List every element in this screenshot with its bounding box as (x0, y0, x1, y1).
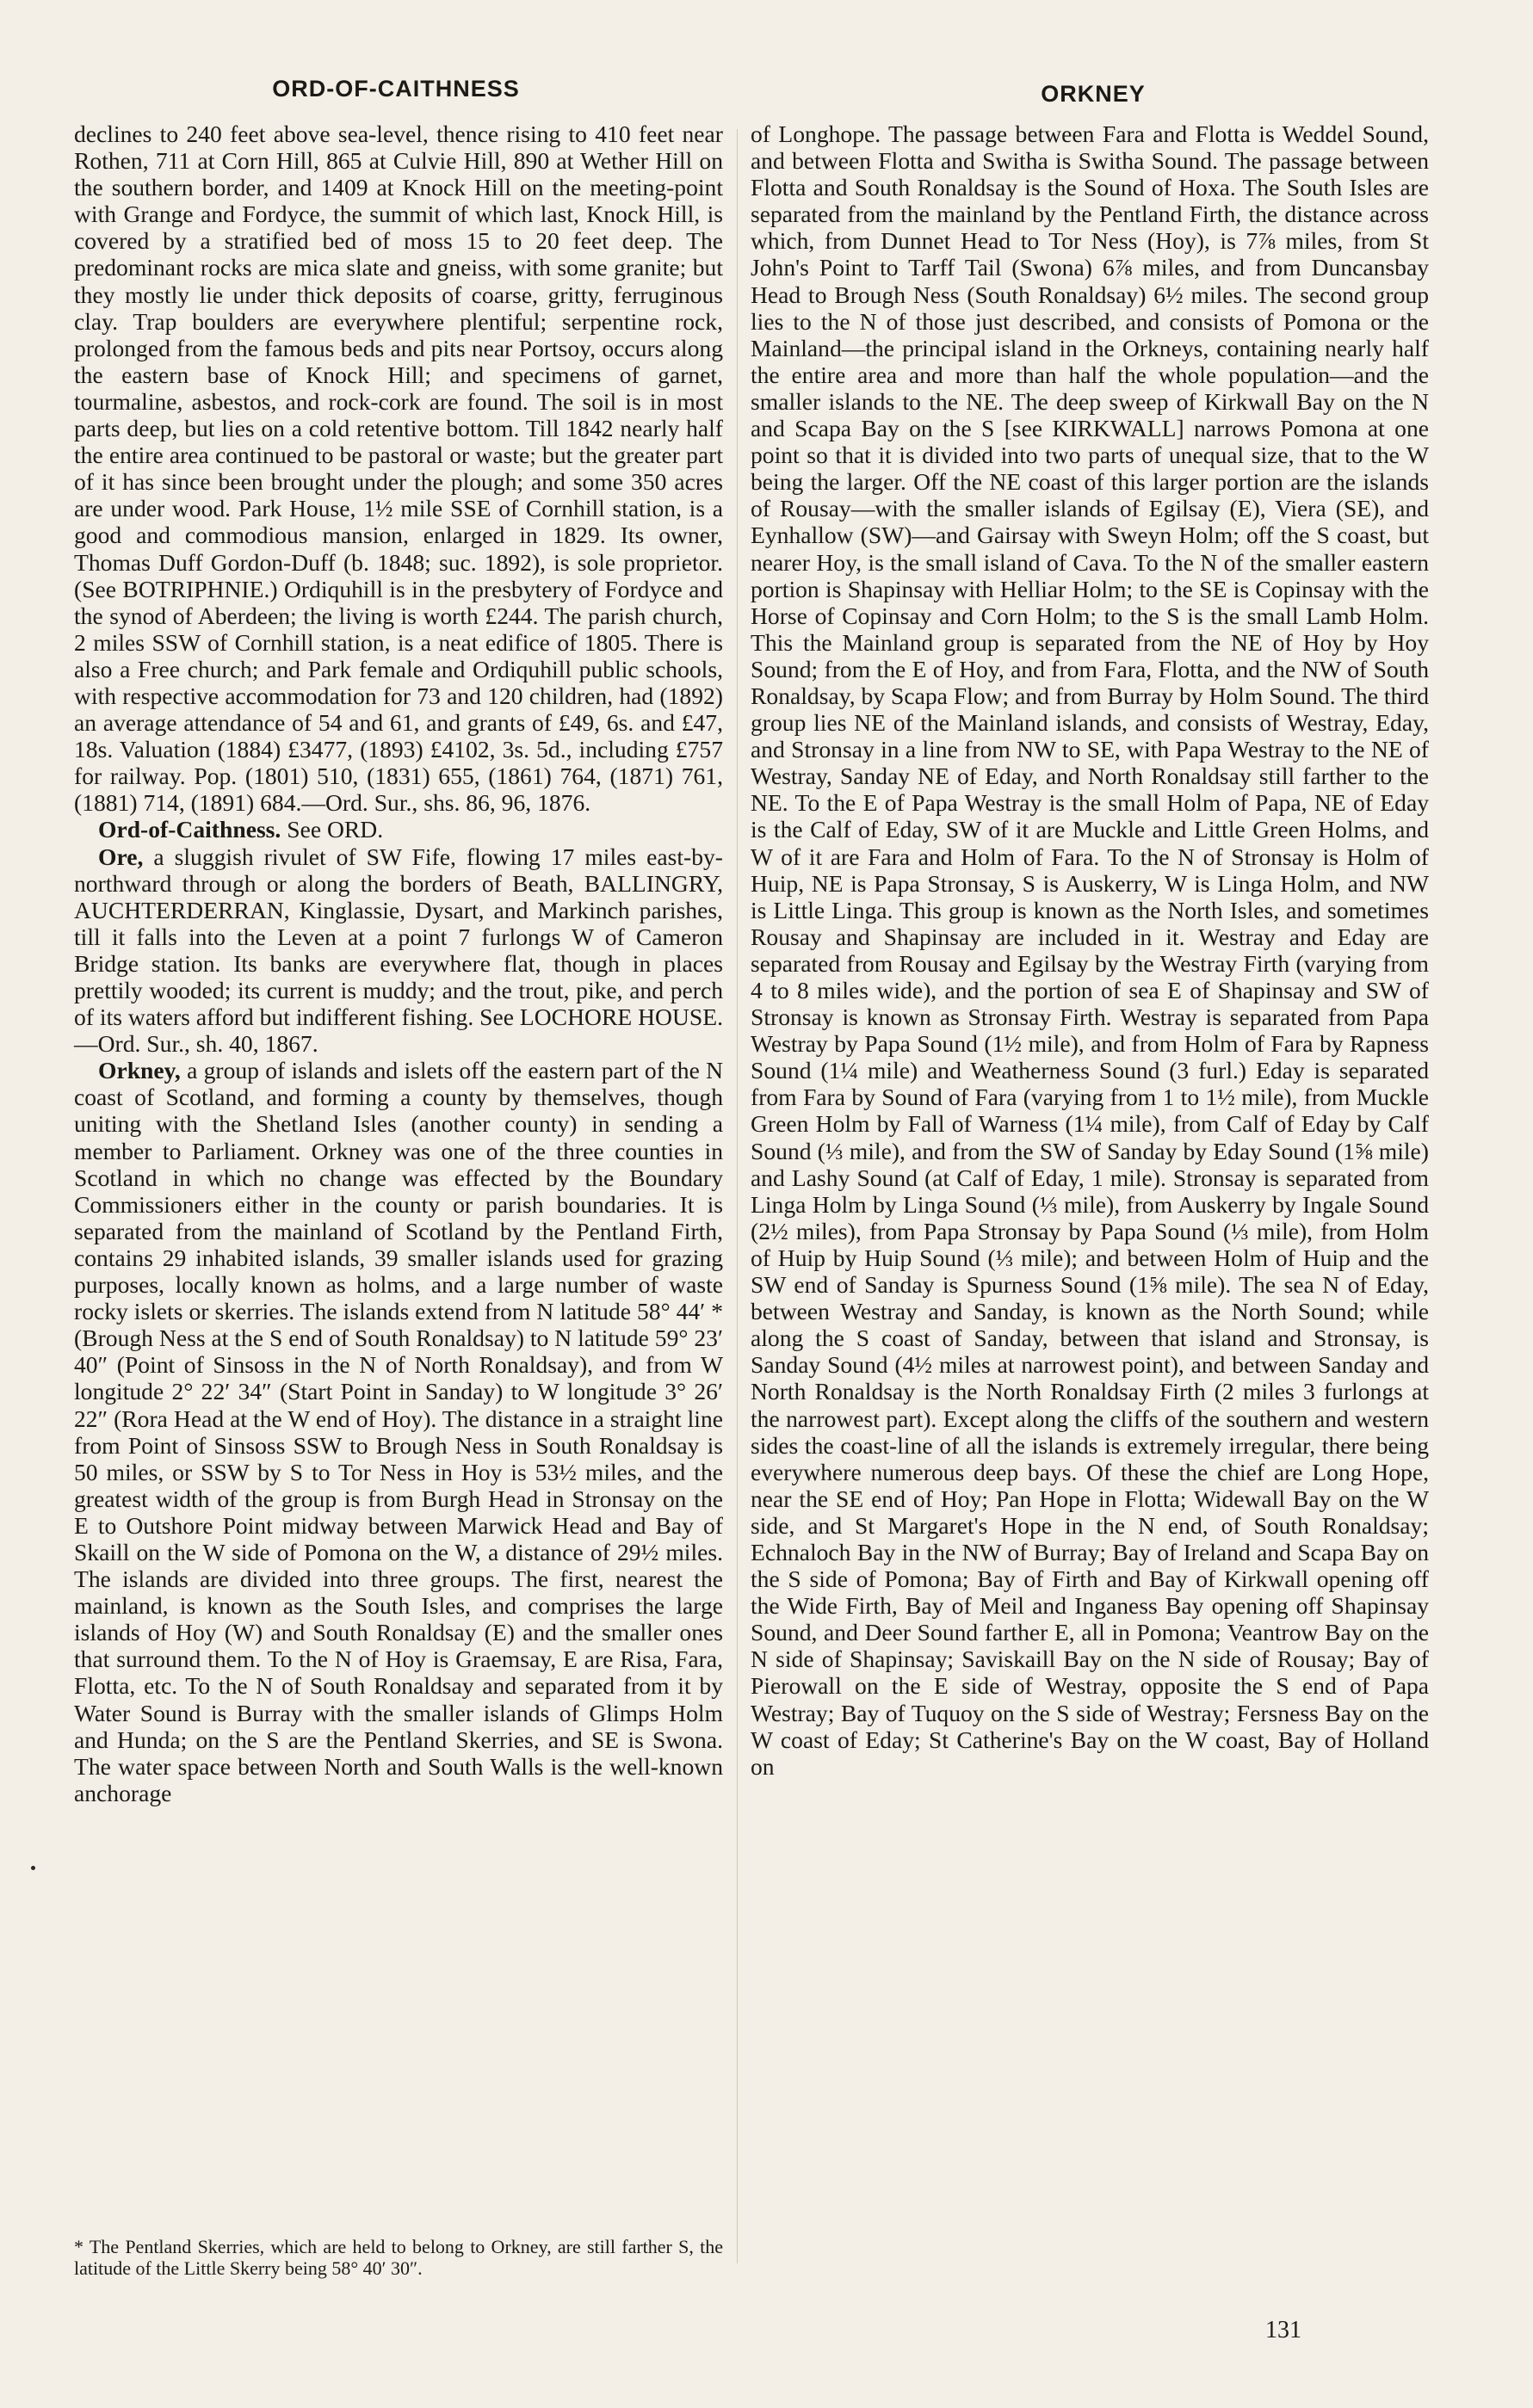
footnote: * The Pentland Skerries, which are held to belong to Orkney, are still farther S, the latitude of the Little Skerry being 58° 40′ 30″. (74, 2236, 723, 2279)
paragraph-ordiquhill-continued: declines to 240 feet above sea-level, thence rising to 410 feet near Rothen, 711 at Corn Hill, 865 at Culvie Hill, 890 at Wether Hill on the southern border, and 1409 at Knock Hill on the meeting-point with Grange and Fordyce, the summit of which last, Knock Hill, is covered by a stratified bed of moss 15 to 20 feet deep. The predominant rocks are mica slate and gneiss, with some granite; but they mostly lie under thick deposits of coarse, gritty, ferruginous clay. Trap boulders are everywhere plentiful; serpentine rock, prolonged from the famous beds and pits near Portsoy, occurs along the eastern base of Knock Hill; and specimens of garnet, tourmaline, asbestos, and rock-cork are found. The soil is in most parts deep, but lies on a cold retentive bottom. Till 1842 nearly half the entire area continued to be pastoral or waste; but the greater part of it has since been brought under the plough; and some 350 acres are under wood. Park House, 1½ mile SSE of Cornhill station, is a good and commodious mansion, enlarged in 1829. Its owner, Thomas Duff Gordon-Duff (b. 1848; suc. 1892), is sole proprietor. (See BOTRIPHNIE.) Ordiquhill is in the presbytery of Fordyce and the synod of Aberdeen; the living is worth £244. The parish church, 2 miles SSW of Cornhill station, is a neat edifice of 1805. There is also a Free church; and Park female and Ordiquhill public schools, with respective accommodation for 73 and 120 children, had (1892) an average attendance of 54 and 61, and grants of £49, 6s. and £47, 18s. Valuation (1884) £3477, (1893) £4102, 3s. 5d., including £757 for railway. Pop. (1801) 510, (1831) 655, (1861) 764, (1871) 761, (1881) 714, (1891) 684.—Ord. Sur., shs. 86, 96, 1876. (74, 120, 723, 817)
left-column (74, 120, 723, 1806)
entry-ore (74, 843, 723, 1058)
headword-ord-of-caithness: Ord-of-Caithness. (98, 816, 281, 843)
entry-ord-of-caithness (74, 816, 723, 843)
headword-orkney: Orkney, (98, 1057, 181, 1084)
page-number: 131 (1265, 2317, 1301, 2343)
paragraph-orkney-continued: of Longhope. The passage between Fara and Flotta is Weddel Sound, and between Flotta and Switha is Switha Sound. The passage between Flotta and South Ronaldsay is the Sound of Hoxa. The South Isles are separated from the mainland by the Pentland Firth, the distance across which, from Dunnet Head to Tor Ness (Hoy), is 7⅞ miles, from St John's Point to Tarff Tail (Swona) 6⅞ miles, and from Duncansbay Head to Brough Ness (South Ronaldsay) 6½ miles. The second group lies to the N of those just described, and consists of Pomona or the Mainland—the principal island in the Orkneys, containing nearly half the entire area and more than half the whole population—and the smaller islands to the NE. The deep sweep of Kirkwall Bay on the N and Scapa Bay on the S [see KIRKWALL] narrows Pomona at one point so that it is divided into two parts of unequal size, that to the W being the larger. Off the NE coast of this larger portion are the islands of Rousay—with the smaller islands of Egilsay (E), Viera (SE), and Eynhallow (SW)—and Gairsay with Sweyn Holm; off the S coast, but nearer Hoy, is the small island of Cava. To the N of the smaller eastern portion is Shapinsay with Helliar Holm; to the SE is Copinsay with the Horse of Copinsay and Corn Holm; to the S is the small Lamb Holm. This the Mainland group is separated from the NE of Hoy by Hoy Sound; from the E of Hoy, and from Fara, Flotta, and the NW of South Ronaldsay, by Scapa Flow; and from Burray by Holm Sound. The third group lies NE of the Mainland islands, and consists of Westray, Eday, and Stronsay in a line from NW to SE, with Papa Westray to the NE of Westray, Sanday NE of Eday, and North Ronaldsay still farther to the NE. To the E of Papa Westray is the small Holm of Papa, NE of Eday is the Calf of Eday, SW of it are Muckle and Little Green Holms, and W of it are Fara and Holm of Fara. To the N of Stronsay is Holm of Huip, NE is Papa Stronsay, S is Auskerry, W is Linga Holm, and NW is Little Linga. This group is known as the North Isles, and sometimes Rousay and Shapinsay are included in it. Westray and Eday are separated from Rousay and Egilsay by the Westray Firth (varying from 4 to 8 miles wide), and the portion of sea E of Shapinsay and SW of Stronsay is known as Stronsay Firth. Westray is separated from Papa Westray by Papa Sound (1½ mile), and from Holm of Fara by Rapness Sound (1¼ mile) and Weatherness Sound (3 furl.) Eday is separated from Fara by Sound of Fara (varying from 1 to 1½ mile), from Muckle Green Holm by Fall of Warness (1¼ mile), from Calf of Eday by Calf Sound (⅓ mile), and from the SW of Sanday by Eday Sound (1⅝ mile) and Lashy Sound (at Calf of Eday, 1 mile). Stronsay is separated from Linga Holm by Linga Sound (⅓ mile), from Auskerry by Ingale Sound (2½ miles), from Papa Stronsay by Papa Sound (⅓ mile), from Holm of Huip by Huip Sound (⅓ mile); and between Holm of Huip and the SW end of Sanday is Spurness Sound (1⅝ mile). The sea N of Eday, between Westray and Sanday, is known as the North Sound; while along the S coast of Sanday, between that island and Stronsay, is Sanday Sound (4½ miles at narrowest point), and between Sanday and North Ronaldsay is the North Ronaldsay Firth (2 miles 3 furlongs at the narrowest part). Except along the cliffs of the southern and western sides the coast-line of all the islands is extremely irregular, there being everywhere numerous deep bays. Of these the chief are Long Hope, near the SE end of Hoy; Pan Hope in Flotta; Widewall Bay on the W side, and St Margaret's Hope in the N end, of South Ronaldsay; Echnaloch Bay in the NW of Burray; Bay of Ireland and Scapa Bay on the S side of Pomona; Bay of Firth and Bay of Kirkwall opening off the Wide Firth, Bay of Meil and Inganess Bay opening off Shapinsay Sound, and Deer Sound farther E, all in Pomona; Veantrow Bay on the N side of Shapinsay; Saviskaill Bay on the N side of Rousay; Bay of Pierowall on the E side of Westray, opposite the S end of Papa Westray; Bay of Tuquoy on the S side of Westray; Fersness Bay on the W coast of Eday; St Catherine's Bay on the W coast, Bay of Holland on (751, 120, 1429, 1780)
entry-text-ord-of-caithness: See ORD. (287, 816, 384, 843)
entry-text-ore: a sluggish rivulet of SW Fife, flowing 17 miles east-by-northward through or along the borders of Beath, BALLINGRY, AUCHTERDERRAN, Kinglassie, Dysart, and Markinch parishes, till it falls into the Leven at a point 7 furlongs W of Cameron Bridge station. Its banks are everywhere flat, though in places prettily wooded; its current is muddy; and the trout, pike, and perch of its waters afford but indifferent fishing. See LOCHORE HOUSE.—Ord. Sur., sh. 40, 1867. (74, 843, 723, 1058)
running-head-right: ORKNEY (1041, 81, 1146, 107)
margin-mark (31, 1866, 35, 1870)
entry-orkney (74, 1057, 723, 1806)
column-divider (737, 129, 738, 2263)
headword-ore: Ore, (98, 843, 144, 870)
entry-text-orkney: a group of islands and islets off the eastern part of the N coast of Scotland, and forming a county by themselves, though uniting with the Shetland Isles (another county) in sending a member to Parliament. Orkney was one of the three counties in Scotland in which no change was effected by the Boundary Commissioners either in the county or parish boundaries. It is separated from the mainland of Scotland by the Pentland Firth, contains 29 inhabited islands, 39 smaller islands used for grazing purposes, locally known as holms, and a large number of waste rocky islets or skerries. The islands extend from N latitude 58° 44′ * (Brough Ness at the S end of South Ronaldsay) to N latitude 59° 23′ 40″ (Point of Sinsoss in the N of North Ronaldsay), and from W longitude 2° 22′ 34″ (Start Point in Sanday) to W longitude 3° 26′ 22″ (Rora Head at the W end of Hoy). The distance in a straight line from Point of Sinsoss SSW to Brough Ness in South Ronaldsay is 50 miles, or SSW by S to Tor Ness in Hoy is 53½ miles, and the greatest width of the group is from Burgh Head in Stronsay on the E to Outshore Point midway between Marwick Head and Bay of Skaill on the W side of Pomona on the W, a distance of 29½ miles. The islands are divided into three groups. The first, nearest the mainland, is known as the South Isles, and comprises the large islands of Hoy (W) and South Ronaldsay (E) and the smaller ones that surround them. To the N of Hoy is Graemsay, E are Risa, Fara, Flotta, etc. To the N of South Ronaldsay and separated from it by Water Sound is Burray with the smaller islands of Glimps Holm and Hunda; on the S are the Pentland Skerries, and SE is Swona. The water space between North and South Walls is the well-known anchorage (74, 1057, 723, 1806)
running-head-left: ORD-OF-CAITHNESS (272, 76, 520, 102)
right-column (751, 120, 1429, 1780)
